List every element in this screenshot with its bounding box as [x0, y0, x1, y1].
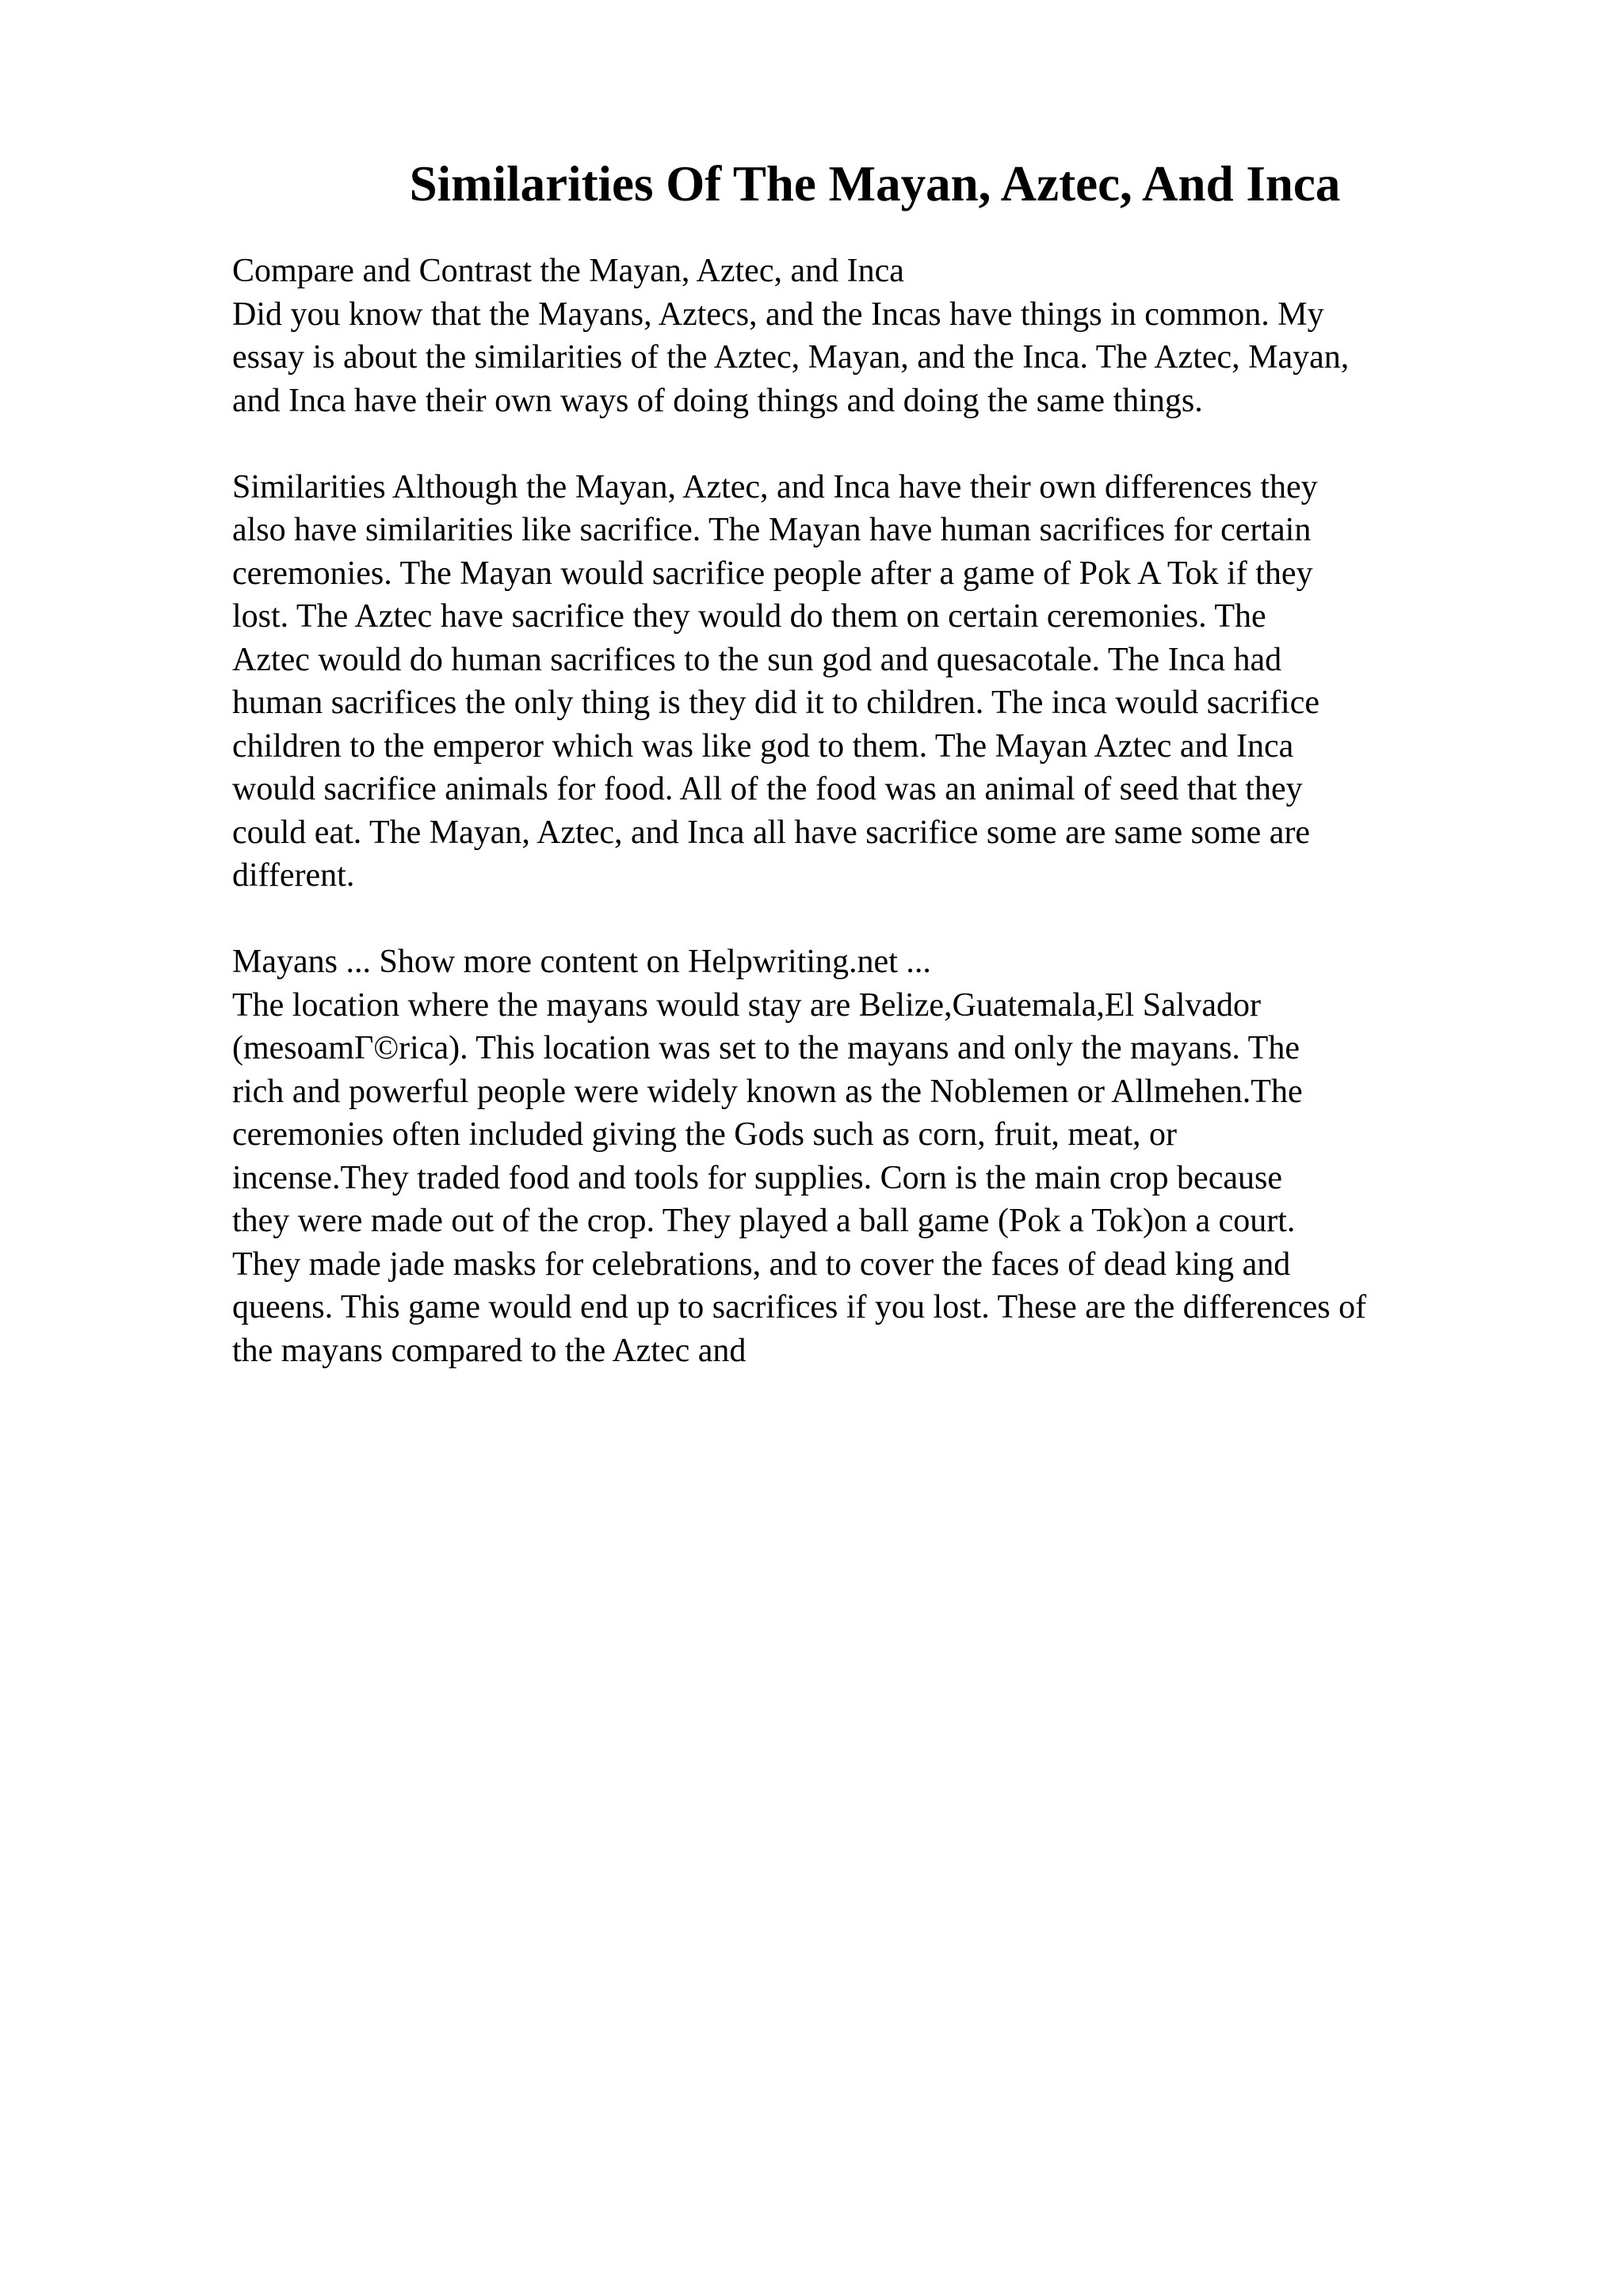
text-line: the mayans compared to the Aztec and	[232, 1332, 747, 1369]
text-line: Compare and Contrast the Mayan, Aztec, and Inca	[232, 253, 904, 289]
text-line: would sacrifice animals for food. All of the food was an animal of seed that they	[232, 771, 1303, 807]
text-line: queens. This game would end up to sacrifices if you lost. These are the differences of	[232, 1289, 1367, 1325]
text-line: Did you know that the Mayans, Aztecs, and the Incas have things in common. My	[232, 296, 1324, 333]
paragraph-mayans	[232, 940, 1611, 1372]
text-line: ceremonies. The Mayan would sacrifice people after a game of Pok A Tok if they	[232, 555, 1313, 592]
text-line: rich and powerful people were widely known as the Noblemen or Allmehen.The	[232, 1073, 1303, 1110]
paragraph-gap	[232, 898, 1611, 941]
text-line: Aztec would do human sacrifices to the sun god and quesacotale. The Inca had	[232, 641, 1282, 678]
paragraph-similarities	[232, 466, 1611, 898]
text-line: They made jade masks for celebrations, and to cover the faces of dead king and	[232, 1245, 1291, 1283]
text-line: Mayans ... Show more content on Helpwriting.net ...	[232, 944, 931, 980]
text-line: they were made out of the crop. They played a ball game (Pok a Tok)on a court.	[232, 1203, 1296, 1239]
text-line: The location where the mayans would stay are Belize,Guatemala,El Salvador	[232, 986, 1262, 1024]
text-line: human sacrifices the only thing is they did it to children. The inca would sacrifice	[232, 685, 1320, 721]
text-line: (mesoamГ©rica). This location was set to the mayans and only the mayans. The	[232, 1030, 1300, 1066]
paragraph-intro	[232, 250, 1611, 422]
document-body	[232, 250, 1611, 1372]
text-line: children to the emperor which was like god to them. The Mayan Aztec and Inca	[232, 727, 1294, 765]
document-title: Similarities Of The Mayan, Aztec, And Inca	[409, 156, 1341, 212]
text-line: lost. The Aztec have sacrifice they would do them on certain ceremonies. The	[232, 598, 1266, 635]
text-line: different.	[232, 857, 355, 894]
text-line: Similarities Although the Mayan, Aztec, and Inca have their own differences they	[232, 468, 1318, 505]
text-line: also have similarities like sacrifice. The Mayan have human sacrifices for certain	[232, 512, 1312, 548]
text-line: and Inca have their own ways of doing things and doing the same things.	[232, 382, 1203, 419]
text-line: incense.They traded food and tools for supplies. Corn is the main crop because	[232, 1159, 1282, 1196]
text-line: could eat. The Mayan, Aztec, and Inca all have sacrifice some are same some are	[232, 814, 1311, 851]
paragraph-gap	[232, 422, 1611, 466]
text-line: essay is about the similarities of the Aztec, Mayan, and the Inca. The Aztec, Mayan,	[232, 339, 1350, 376]
text-line: ceremonies often included giving the Gods such as corn, fruit, meat, or	[232, 1116, 1177, 1153]
